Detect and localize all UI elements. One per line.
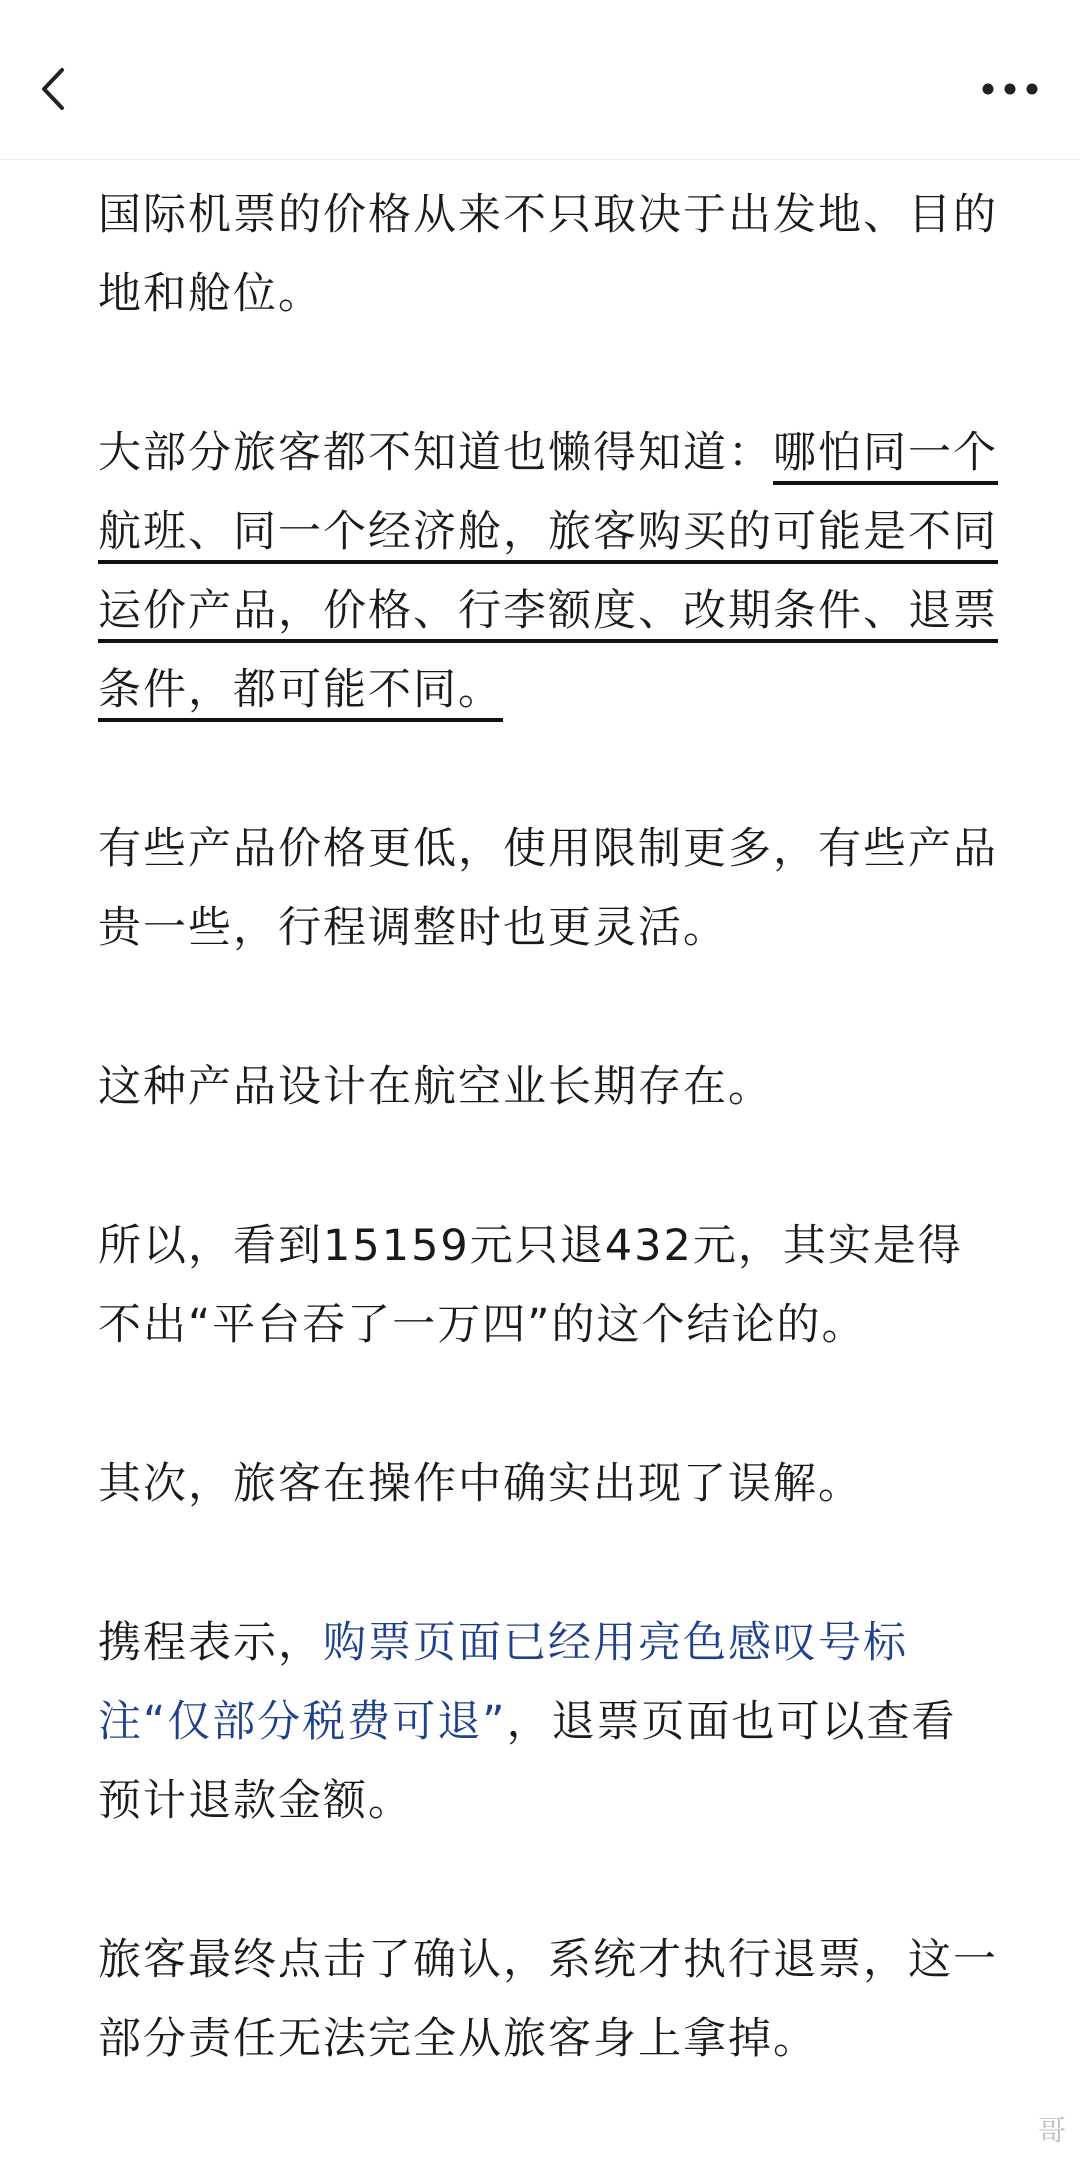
paragraph-4: 这种产品设计在航空业长期存在。 [98, 1048, 998, 1127]
paragraph-6: 其次，旅客在操作中确实出现了误解。 [98, 1445, 998, 1524]
watermark: 哥 [1038, 2109, 1066, 2149]
status-bar [0, 0, 1080, 14]
more-button[interactable] [980, 74, 1040, 104]
highlighted-link-text[interactable]: 购票页面已经用亮色感叹号标注“仅部分税费可退” [98, 1618, 908, 1747]
top-nav-bar [0, 14, 1080, 160]
paragraph-1: 国际机票的价格从来不只取决于出发地、目的地和舱位。 [98, 176, 998, 334]
paragraph-7-tail: ，退票页面也可以查看预计退款金额。 [98, 1697, 957, 1826]
paragraph-5: 所以，看到15159元只退432元，其实是得不出“平台吞了一万四”的这个结论的。 [98, 1207, 998, 1365]
more-horizontal-icon [980, 74, 1040, 104]
back-button[interactable] [30, 64, 80, 114]
paragraph-8: 旅客最终点击了确认，系统才执行退票，这一部分责任无法完全从旅客身上拿掉。 [98, 1921, 998, 2079]
paragraph-7 [98, 1604, 998, 1841]
underlined-highlight: 哪怕同一个航班、同一个经济舱，旅客购买的可能是不同运价产品，价格、行李额度、改期条件、退票条件，都可能不同。 [98, 428, 998, 715]
article-body [98, 176, 998, 2159]
paragraph-2 [98, 414, 998, 730]
paragraph-7-lead: 携程表示， [98, 1618, 323, 1668]
paragraph-2-lead: 大部分旅客都不知道也懒得知道： [98, 428, 773, 478]
chevron-left-icon [30, 64, 80, 114]
paragraph-3: 有些产品价格更低，使用限制更多，有些产品贵一些，行程调整时也更灵活。 [98, 810, 998, 968]
